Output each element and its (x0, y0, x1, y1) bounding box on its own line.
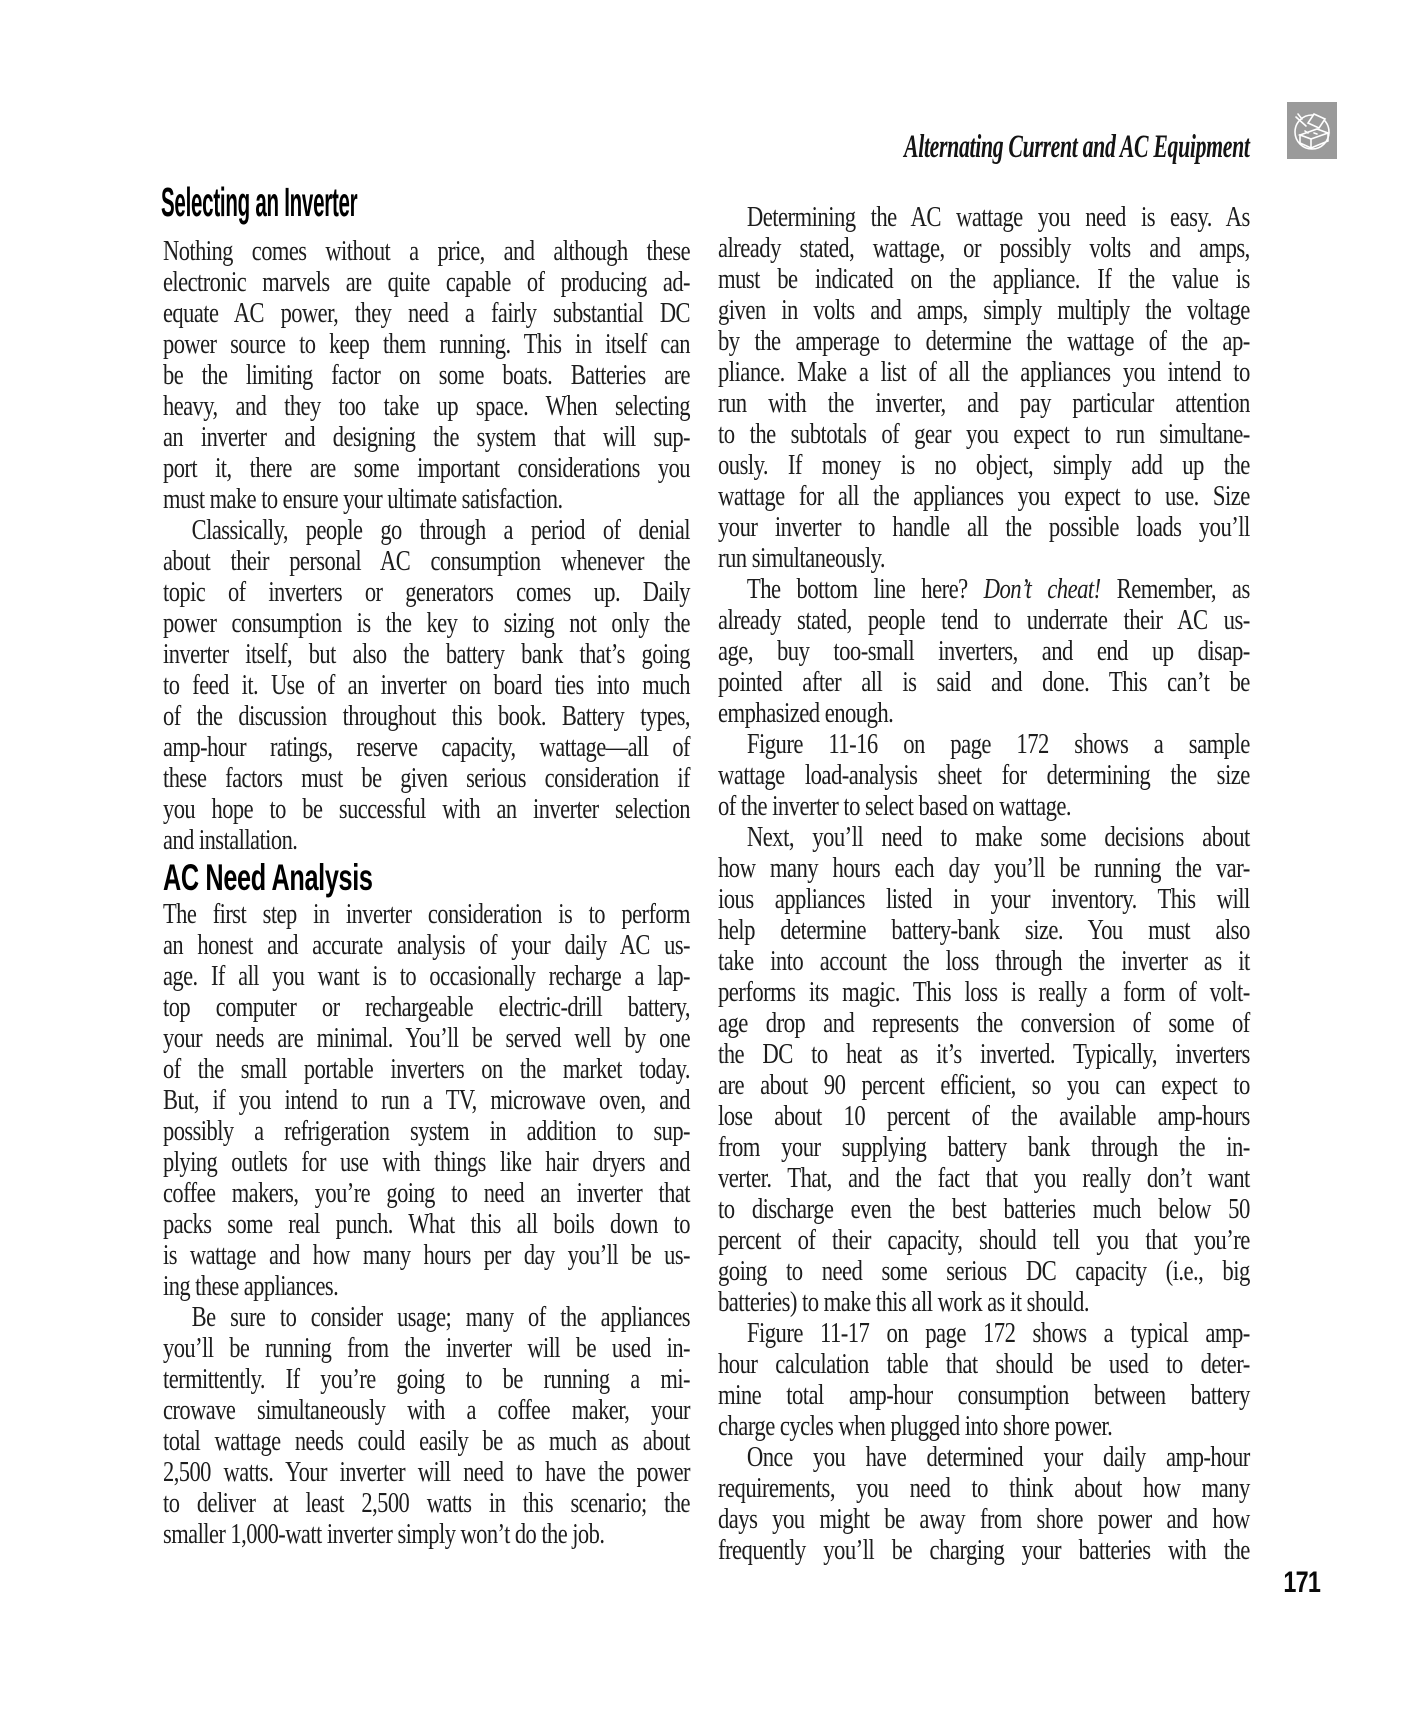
text-line: pliance. Make a list of all the appliances you intend to (718, 356, 1250, 388)
text-line: Be sure to consider usage; many of the appliances (191, 1301, 691, 1333)
text-line: an inverter and designing the system that will sup- (163, 421, 690, 453)
text-line: from your supplying battery bank through the in- (718, 1131, 1250, 1163)
text-line: going to need some serious DC capacity (i.e., big (718, 1255, 1250, 1287)
text-line: But, if you intend to run a TV, microwave oven, and (163, 1084, 690, 1116)
text-line: port it, there are some important considerations you (163, 452, 690, 484)
text-line: frequently you’ll be charging your batteries with the (718, 1534, 1250, 1566)
text-line: percent of their capacity, should tell you that you’re (718, 1224, 1250, 1256)
text-line: is wattage and how many hours per day you’ll be us- (163, 1239, 690, 1271)
text-segment: Remember, as (1100, 573, 1250, 605)
text-line: days you might be away from shore power and how (718, 1503, 1250, 1535)
paragraph (718, 1442, 1250, 1566)
text-line: your needs are minimal. You’ll be served well by one (163, 1022, 690, 1054)
text-line: of the inverter to select based on wattage. (718, 790, 1072, 822)
page-number: 171 (1283, 1566, 1320, 1599)
text-line: hour calculation table that should be used to deter- (718, 1348, 1250, 1380)
text-line: electronic marvels are quite capable of producing ad- (163, 266, 690, 298)
text-line: about their personal AC consumption whenever the (163, 545, 690, 577)
text-line: to the subtotals of gear you expect to run simultane- (718, 418, 1250, 450)
text-line: you’ll be running from the inverter will be used in- (163, 1332, 690, 1364)
text-line: lose about 10 percent of the available amp-hours (718, 1100, 1250, 1132)
text-line: you hope to be successful with an inverter selection (163, 793, 690, 825)
text-line: Once you have determined your daily amp-hour (746, 1441, 1250, 1473)
text-segment: The bottom line here? (746, 573, 984, 605)
text-line: pointed after all is said and done. This can’t be (718, 666, 1250, 698)
paragraph (718, 574, 1250, 729)
text-line: of the small portable inverters on the market today. (163, 1053, 690, 1085)
text-line: equate AC power, they need a fairly substantial DC (163, 297, 690, 329)
text-line: Determining the AC wattage you need is easy. As (746, 201, 1250, 233)
text-line: emphasized enough. (718, 697, 894, 729)
text-line: power source to keep them running. This in itself can (163, 328, 690, 360)
text-line: must make to ensure your ultimate satisfaction. (163, 483, 563, 515)
paragraph (718, 202, 1250, 574)
text-line: and installation. (163, 824, 298, 856)
text-line: your inverter to handle all the possible loads you’ll (718, 511, 1250, 543)
text-line: are about 90 percent efficient, so you can expect to (718, 1069, 1250, 1101)
text-line: crowave simultaneously with a coffee maker, your (163, 1394, 690, 1426)
text-line: by the amperage to determine the wattage of the ap- (718, 325, 1250, 357)
section-heading-selecting-an-inverter: Selecting an Inverter (161, 179, 358, 225)
text-line: packs some real punch. What this all boils down to (163, 1208, 690, 1240)
text-line: charge cycles when plugged into shore power. (718, 1410, 1113, 1442)
left-text-column (163, 236, 690, 1550)
text-line: The first step in inverter consideration is to perform (163, 898, 690, 930)
text-line: amp-hour ratings, reserve capacity, wattage—all of (163, 731, 690, 763)
text-line: termittently. If you’re going to be running a mi- (163, 1363, 690, 1395)
text-line: ously. If money is no object, simply add up the (718, 449, 1250, 481)
text-line: heavy, and they too take up space. When selecting (163, 390, 690, 422)
text-line: possibly a refrigeration system in addition to sup- (163, 1115, 690, 1147)
text-line: topic of inverters or generators comes up. Daily (163, 576, 690, 608)
text-line: Next, you’ll need to make some decisions about (746, 821, 1250, 853)
text-line: already stated, wattage, or possibly volts and amps, (718, 232, 1250, 264)
text-line: to discharge even the best batteries much below 50 (718, 1193, 1250, 1225)
text-line: wattage for all the appliances you expect to use. Size (718, 480, 1250, 512)
text-line: given in volts and amps, simply multiply the voltage (718, 294, 1250, 326)
paragraph (718, 822, 1250, 1318)
text-line: Figure 11-16 on page 172 shows a sample (746, 728, 1250, 760)
text-line: run with the inverter, and pay particular attention (718, 387, 1250, 419)
text-line: Nothing comes without a price, and although these (163, 235, 690, 267)
text-line: total wattage needs could easily be as much as about (163, 1425, 690, 1457)
paragraph (718, 729, 1250, 822)
text-line: coffee makers, you’re going to need an inverter that (163, 1177, 690, 1209)
paragraph (163, 899, 690, 1302)
paragraph (718, 1318, 1250, 1442)
text-line: top computer or rechargeable electric-drill battery, (163, 991, 690, 1023)
text-line: run simultaneously. (718, 542, 886, 574)
text-line: Classically, people go through a period of denial (191, 514, 691, 546)
text-line: help determine battery-bank size. You must also (718, 914, 1250, 946)
text-line: power consumption is the key to sizing not only the (163, 607, 690, 639)
text-line: already stated, people tend to underrate their AC us- (718, 604, 1250, 636)
right-text-column (718, 202, 1250, 1566)
text-line: plying outlets for use with things like hair dryers and (163, 1146, 690, 1178)
text-line: wattage load-analysis sheet for determining the size (718, 759, 1250, 791)
text-line: Figure 11-17 on page 172 shows a typical amp- (746, 1317, 1250, 1349)
text-line: these factors must be given serious consideration if (163, 762, 690, 794)
text-line: the DC to heat as it’s inverted. Typically, inverters (718, 1038, 1250, 1070)
text-line (718, 574, 1250, 605)
text-line: to deliver at least 2,500 watts in this scenario; the (163, 1487, 690, 1519)
paragraph (163, 515, 690, 856)
running-head-title: Alternating Current and AC Equipment (904, 129, 1250, 165)
text-line: verter. That, and the fact that you really don’t want (718, 1162, 1250, 1194)
text-line: ious appliances listed in your inventory. This will (718, 883, 1250, 915)
section-heading: AC Need Analysis (163, 857, 373, 898)
text-line: age drop and represents the conversion of some of (718, 1007, 1250, 1039)
chapter-art-icon (1287, 102, 1337, 159)
text-line: batteries) to make this all work as it should. (718, 1286, 1089, 1318)
text-line: mine total amp-hour consumption between battery (718, 1379, 1250, 1411)
text-line: smaller 1,000-watt inverter simply won’t do the job. (163, 1518, 605, 1550)
text-line: must be indicated on the appliance. If the value is (718, 263, 1250, 295)
text-line: inverter itself, but also the battery bank that’s going (163, 638, 690, 670)
text-line: of the discussion throughout this book. Battery types, (163, 700, 690, 732)
text-line: 2,500 watts. Your inverter will need to have the power (163, 1456, 690, 1488)
italic-text-segment: Don’t cheat! (983, 573, 1101, 605)
text-line: how many hours each day you’ll be running the var- (718, 852, 1250, 884)
text-line: age. If all you want is to occasionally recharge a lap- (163, 960, 690, 992)
paragraph (163, 236, 690, 515)
text-line: to feed it. Use of an inverter on board ties into much (163, 669, 690, 701)
text-line: ing these appliances. (163, 1270, 339, 1302)
text-line: be the limiting factor on some boats. Batteries are (163, 359, 690, 391)
text-line: requirements, you need to think about how many (718, 1472, 1250, 1504)
text-line: an honest and accurate analysis of your daily AC us- (163, 929, 690, 961)
text-line: performs its magic. This loss is really a form of volt- (718, 976, 1250, 1008)
text-line: age, buy too-small inverters, and end up disap- (718, 635, 1250, 667)
text-line: take into account the loss through the inverter as it (718, 945, 1250, 977)
paragraph (163, 1302, 690, 1550)
